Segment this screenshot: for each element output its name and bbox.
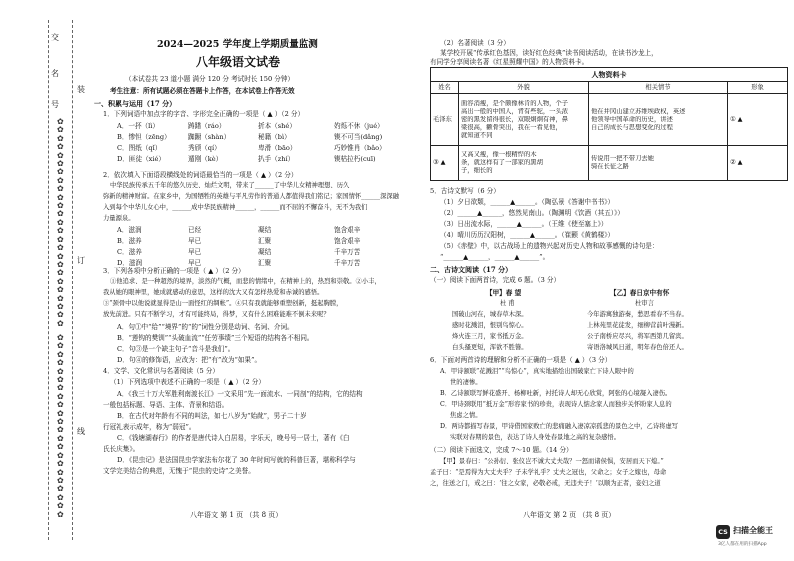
section-2-sub2: （二）阅读下面选文，完成 7～10 题。（14 分） bbox=[430, 446, 573, 454]
q6-opt-d2: 实联对春期的景色，表达了诗人身处春景地之高的复杂感悟。 bbox=[450, 434, 621, 441]
q2-para-1: 中华民族传承五千年的悠久历史、灿烂文明，带来了______了中华儿女精神理想、历久 bbox=[110, 182, 350, 189]
q4-opt-d2: 文学完美结合的典范，无愧于“昆虫的史诗”之美誉。 bbox=[103, 467, 255, 475]
r1look-line-1: 面容消瘦，是个颇像林肯的人物，个子 bbox=[461, 99, 569, 107]
q5-line-6: “______▲______，______▲______”。 bbox=[440, 253, 550, 261]
q1-option-row4-col4: 锲枯拉朽(cuī) bbox=[334, 155, 376, 163]
reading-line-1: 【甲】景春曰：“公孙衍、张仪岂不诚大丈夫哉？一怒而诸侯惧，安居而天下熄。” bbox=[440, 458, 664, 465]
q2-para-2: 弥新的精神财富。在家乡中，为国牺牲的英雄与平凡劳作的普通人都值得我们铭记；家国情怀______深深融 bbox=[103, 193, 399, 200]
poem-b-line-2: 上林苑里花徒发，细柳营前叶漫新。 bbox=[587, 322, 688, 329]
q1-option-row4-col2: 遁刚（kè） bbox=[188, 155, 223, 163]
q1-option-row2-col1: B．惨怛（zēng） bbox=[117, 133, 171, 141]
card-header-image: 形象 bbox=[728, 82, 788, 94]
reading-line-3: 之，往送之门，戒之曰：‘往之女家，必敬必戒，无违夫子！’以顺为正者，妾妇之道 bbox=[430, 480, 661, 487]
card-header-look: 外貌 bbox=[459, 82, 589, 94]
q4-2-intro-1: 某学校开展“传承红色基因，读好红色经典”读书阅读活动，在读书沙龙上， bbox=[440, 49, 658, 57]
exam-title: 2024—2025 学年度上学期质量监测 bbox=[157, 39, 318, 50]
card-header-name: 姓名 bbox=[431, 82, 459, 94]
poem-a-author: 杜 甫 bbox=[500, 300, 515, 307]
q3-para-2: 我从她的眼神里，她成就感动的意思，这样的沈大又有怎样热爱和赤诚的感悟。 bbox=[103, 289, 324, 296]
card-row1-look bbox=[459, 94, 589, 146]
q4-sub1: （1）下列选项中表述不正确的一项是（ ▲ ）（2 分） bbox=[110, 378, 265, 386]
q3-option-a: A．句①中“给”“境界”的“的”词性分别是动词、名词、介词。 bbox=[117, 323, 294, 331]
seal-char-ding: 订 bbox=[77, 256, 85, 265]
poem-a-line-4: 白头搔更短，浑欲不胜簪。 bbox=[452, 344, 528, 351]
card-row1-image: ① ▲ bbox=[728, 94, 788, 146]
r2look-line-2: 条，就这样有了一部家的黑胡 bbox=[461, 159, 543, 166]
card-row2-image: ② ▲ bbox=[728, 146, 788, 181]
q1-option-row4-col3: 扒手（zhí） bbox=[258, 155, 295, 163]
card-title: 人物资料卡 bbox=[431, 68, 788, 82]
exam-meta: （本试卷共 23 道小题 满分 120 分 考试时长 150 分钟） bbox=[125, 75, 295, 83]
q3-stem: 3．下列各项中分析正确的一项是（ ▲ ）（2 分） bbox=[103, 267, 245, 275]
r1look-line-4: 梁很高，颧骨突出，我在一看见他， bbox=[461, 123, 562, 131]
q3-para-3: ③“颈骨中以他说就显得是山一面怪红的绸帐”。④只有我就能够重塑创新，挺起胸膛， bbox=[103, 300, 343, 307]
poem-b-line-4: 寄语洛城风日道，明年春色倍还人。 bbox=[587, 344, 688, 351]
q6-opt-d1: D．两诗都描写春景，甲诗借国家败亡的悲痛融入凄凉凉孤悲的景色之中，乙诗将虚写 bbox=[440, 423, 679, 430]
r1plot-line-1: 他在井冈山建立苏维埃政权，英述 bbox=[591, 107, 686, 115]
q1-option-row1-col4: 妁烁不休（jué） bbox=[334, 122, 384, 130]
exam-notice: 考生注意：所有试题必须在答题卡上作答，在本试卷上作答无效 bbox=[110, 87, 295, 95]
q5-line-4: （4）晴川历历汉阳树，______▲______。（崔颢《黄鹤楼》） bbox=[440, 231, 615, 239]
q5-line-2: （2）______▲______，悠然见南山。（陶渊明《饮酒（其五）》） bbox=[440, 209, 624, 217]
q2-option-row4-col2: 早已 bbox=[188, 259, 202, 267]
q2-para-3: 入到每个中华儿女心中，______成中华民族精神______，______而不屈的不懈奋斗，无不为我们 bbox=[103, 204, 368, 211]
q3-option-b: B．“莲钩的樊钏”“头破血流”“任劳事绩”三个短语的结构各不相同。 bbox=[117, 334, 314, 342]
q1-option-row2-col4: 锲不可当(dǎng) bbox=[334, 133, 383, 141]
scanner-app-name: 扫描全能王 bbox=[733, 526, 773, 535]
q4-opt-c2: 氏长庆集》。 bbox=[103, 445, 140, 453]
r1plot-line-3: 自己的成长与思想变化的过程 bbox=[591, 123, 673, 131]
q4-stem: 4．文学、文化常识与名著阅读（5 分） bbox=[103, 367, 219, 375]
poem-a-title: 【甲】春 望 bbox=[486, 289, 522, 297]
q1-option-row1-col2: 踌躇（ráo） bbox=[188, 122, 226, 130]
card-row1-plot bbox=[589, 94, 728, 146]
exam-subtitle: 八年级语文试卷 bbox=[196, 55, 281, 69]
binding-line-left bbox=[48, 20, 49, 540]
footer-page-2: 八年语文 第 2 页 （共 8 页） bbox=[523, 511, 616, 519]
q1-stem: 1．下列词语中加点字的字音、字形完全正确的一项是（ ▲ ）（2 分） bbox=[103, 110, 305, 118]
poem-a-line-1: 国破山河在，城春草木深。 bbox=[452, 311, 528, 318]
card-row2-name: ③ ▲ bbox=[431, 146, 459, 181]
seal-char-xian: 线 bbox=[77, 427, 85, 436]
q2-option-row1-col1: A．滋润 bbox=[117, 226, 142, 234]
q3-para-4: 放先前进。只有不断学习，才有可能终局，得梦，又有什么困难能难不倒未来呢？ bbox=[103, 311, 330, 318]
flower-border-top: ✿ ✿ ✿ ✿ ✿ ✿ ✿ ✿ ✿ ✿ ✿ ✿ ✿ ✿ ✿ ✿ ✿ ✿ ✿ ✿ ✿ ✿ ✿ ✿ ✿ bbox=[57, 117, 64, 328]
poem-b-line-3: 公子南桥应尽兴，将军西第几留宾。 bbox=[587, 333, 688, 340]
card-row2-plot bbox=[589, 146, 728, 181]
section-2-sub1: （一）阅读下面两首诗，完成 6 题。（3 分） bbox=[430, 276, 561, 284]
q6-stem: 6．下面对两首诗的理解和分析不正确的一项是（ ▲ ）（3 分） bbox=[430, 356, 612, 364]
poem-b-title: 【乙】春日京中有怀 bbox=[610, 289, 670, 297]
card-row1-name: 毛泽东 bbox=[431, 94, 459, 146]
poem-a-line-3: 烽火连三月，家书抵万金。 bbox=[452, 333, 528, 340]
r1look-line-3: 密的黑发留得很长，双眼炯炯有神，鼻 bbox=[461, 115, 569, 123]
r2plot-line-1: 传说用一把不带刀去她 bbox=[591, 155, 654, 162]
q1-option-row1-col3: 折本（shé） bbox=[258, 122, 296, 130]
q2-option-row2-col2: 早已 bbox=[188, 237, 202, 245]
q2-option-row2-col4: 饱含艰辛 bbox=[334, 237, 361, 245]
binding-line-right bbox=[72, 20, 73, 540]
footer-page-1: 八年语文 第 1 页 （共 8 页） bbox=[190, 511, 283, 519]
r1look-line-5: 就知道不同 bbox=[461, 131, 493, 139]
q2-option-row1-col3: 凝结 bbox=[258, 226, 272, 234]
q6-opt-c2: 焦虑之情。 bbox=[450, 412, 482, 419]
poem-b-line-1: 今年游寓独游秦，愁思看春不当春。 bbox=[587, 311, 688, 318]
r1plot-line-2: 他领导中国革命的历史，讲述 bbox=[591, 115, 673, 123]
name-label: 名 bbox=[51, 69, 59, 78]
q1-option-row1-col1: A．一抔（lì） bbox=[117, 122, 159, 130]
r2look-line-3: 子，细长的 bbox=[461, 167, 493, 174]
q2-option-row3-col1: C．滋养 bbox=[117, 248, 142, 256]
r1look-line-2: 高出一般的中国人，背有些驼，一头浓 bbox=[461, 107, 569, 115]
q1-option-row2-col3: 秘籍（bì） bbox=[258, 133, 291, 141]
q3-option-c: C．句③是一个缺主句子“音斗是我们”。 bbox=[117, 345, 235, 353]
q4-opt-b2: 行冠礼表示成年，称为“弱冠”。 bbox=[103, 423, 196, 431]
q4-opt-a2: 一般包括标题、导语、主体、背景和结语。 bbox=[103, 401, 229, 409]
q2-para-4: 力量源泉。 bbox=[103, 215, 135, 222]
section-1-heading: 一、积累与运用（17 分） bbox=[94, 99, 177, 108]
q2-option-row1-col2: 已经 bbox=[188, 226, 202, 234]
q5-stem: 5．古诗文默写（6 分） bbox=[430, 187, 500, 195]
q3-para-1: ①他追求、是一种超然的境界，淡然的气概，而悲的情绪中，在精神上的，热烈和崇敬。②小丰， bbox=[110, 278, 381, 285]
q2-option-row3-col4: 千辛万苦 bbox=[334, 248, 361, 256]
q5-line-1: （1）夕日欲颓，______▲______。（陶弘景《答谢中书书》） bbox=[440, 198, 615, 206]
character-card bbox=[430, 67, 788, 181]
q4-opt-a1: A．《我三十万大军胜利南渡长江》一文采用“先一面流水、一同剖”的结构，它的结构 bbox=[117, 390, 363, 398]
card-row2-look bbox=[459, 146, 589, 181]
number-label: 号 bbox=[51, 100, 59, 109]
q2-option-row4-col4: 千辛万苦 bbox=[334, 259, 361, 267]
class-label: 交 bbox=[51, 33, 59, 42]
scanner-watermark bbox=[716, 523, 790, 557]
card-header-plot: 相关情节 bbox=[589, 82, 728, 94]
q4-opt-c1: C．《钱塘湖春行》的作者是唐代诗人白居易，字乐天，晚号号一居士，著有《白 bbox=[117, 434, 350, 442]
flower-border-bottom: ✿ ✿ ✿ ✿ ✿ ✿ ✿ ✿ ✿ ✿ ✿ ✿ ✿ ✿ ✿ ✿ ✿ ✿ ✿ ✿ ✿ ✿ bbox=[57, 333, 64, 519]
q4-opt-d1: D．《昆虫记》是法国昆虫学家法布尔花了 30 年时间写就的科普巨著，堪称科学与 bbox=[117, 456, 356, 464]
reading-line-2: 孟子曰：“是焉得为大丈夫乎？子未学礼乎？丈夫之冠也，父命之；女子之嫁也，母命 bbox=[430, 469, 667, 476]
q4-2-stem: （2）名著阅读（3 分） bbox=[440, 39, 510, 47]
r2plot-line-2: 骑在长征之路 bbox=[591, 163, 629, 170]
q6-opt-a1: A．甲诗颔联“花溅泪”“鸟惊心”，真实地描绘出国破家亡下诗人眼中的 bbox=[440, 368, 634, 375]
q2-option-row3-col2: 早已 bbox=[188, 248, 202, 256]
q2-option-row2-col1: B．滋养 bbox=[117, 237, 142, 245]
q2-stem: 2．依次填入下面语段横线处的词语最恰当的一项是（ ▲ ）（2 分） bbox=[103, 171, 298, 179]
q1-option-row3-col4: 巧妙惟肖（bǎo） bbox=[334, 144, 386, 152]
q4-opt-b1: B．在古代对年龄有不同的叫法，如七八岁为“始龀”，男子二十岁 bbox=[117, 412, 307, 420]
q1-option-row4-col1: D．匪徒（xié） bbox=[117, 155, 165, 163]
scanner-tagline: 3亿人都在用的扫描App bbox=[718, 542, 767, 547]
q2-option-row4-col1: D．滋润 bbox=[117, 259, 143, 267]
q5-line-5: （5）《赤壁》中，以古战场上的遗物兴起对历史人物和故事感慨的诗句是： bbox=[440, 242, 659, 250]
q2-option-row4-col3: 汇聚 bbox=[258, 259, 272, 267]
q1-option-row3-col1: C．图纸（qǐ） bbox=[117, 144, 162, 152]
q4-2-intro-2: 有同学分享阅读名著《红星照耀中国》的人物资料卡。 bbox=[430, 58, 589, 66]
q6-opt-c1: C．甲诗颈联用“抵万金”形容家书的珍贵，表现诗人惦念家人而独步关怀盼家人息的 bbox=[440, 401, 672, 408]
poem-a-line-2: 感时花溅泪，恨别鸟惊心。 bbox=[452, 322, 528, 329]
q2-option-row3-col3: 凝结 bbox=[258, 248, 272, 256]
q3-option-d: D．句④的修饰语，应改为：把“有”改为“如果”。 bbox=[117, 356, 262, 364]
q2-option-row2-col3: 汇聚 bbox=[258, 237, 272, 245]
poem-b-author: 杜审言 bbox=[635, 300, 654, 307]
r2look-line-1: 又高又瘦，像一根精悍的木 bbox=[461, 151, 537, 158]
q5-line-3: （3）日出流水际，______▲______。（王维《使至塞上》） bbox=[440, 220, 608, 228]
q2-option-row1-col4: 饱含艰辛 bbox=[334, 226, 361, 234]
scanner-badge-icon: CS bbox=[716, 525, 730, 539]
q6-opt-a2: 世的凄惨。 bbox=[450, 379, 482, 386]
q6-opt-b: B．乙诗颔联写鲜花盛开、杨柳吐新，衬托诗人却无心欣赏，阿张的心境凝入凄伤。 bbox=[440, 390, 672, 397]
q1-option-row3-col3: 卑滑（bāo） bbox=[258, 144, 297, 152]
seal-char-zhuang: 装 bbox=[77, 85, 85, 94]
q1-option-row3-col2: 秀颀（qí） bbox=[188, 144, 221, 152]
q1-option-row2-col2: 踟蹰（shàn） bbox=[188, 133, 231, 141]
section-2-heading: 二、古诗文阅读（17 分） bbox=[430, 265, 513, 274]
